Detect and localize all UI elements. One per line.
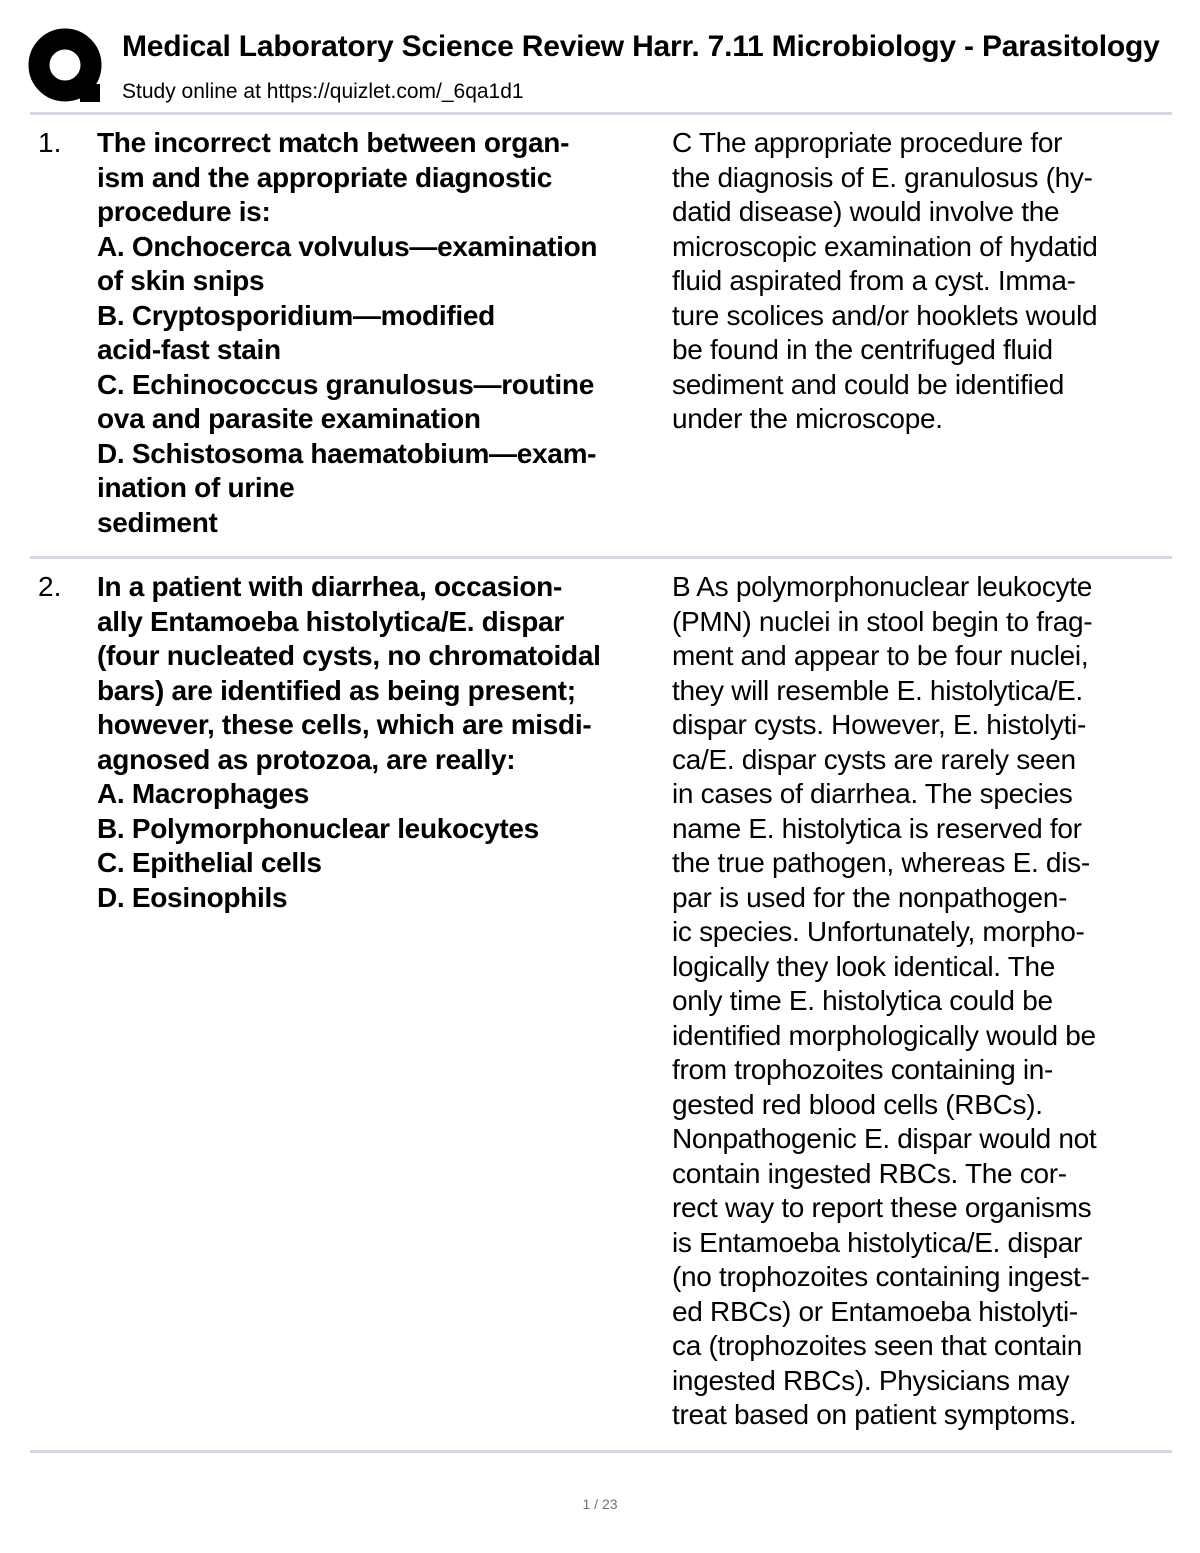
question-line: ism and the appropriate diagnostic <box>97 161 552 193</box>
answer-line: name E. histolytica is reserved for <box>672 812 1082 844</box>
question-line: C. Epithelial cells <box>97 847 322 878</box>
card-question <box>97 126 663 540</box>
answer-line: under the microscope. <box>672 403 943 434</box>
answer-line: ed RBCs) or Entamoeba histolyti- <box>672 1295 1078 1327</box>
question-line: A. Macrophages <box>97 778 310 809</box>
answer-line: the true pathogen, whereas E. dis- <box>672 847 1090 878</box>
question-line: The incorrect match between organ- <box>97 127 570 158</box>
page-header <box>0 0 1200 112</box>
question-line: A. Onchocerca volvulus—examination <box>97 230 598 262</box>
answer-line: ingested RBCs). Physicians may <box>672 1364 1070 1396</box>
answer-line: ca (trophozoites seen that contain <box>672 1330 1083 1361</box>
answer-line: treat based on patient symptoms. <box>672 1399 1077 1430</box>
answer-line: (PMN) nuclei in stool begin to frag- <box>672 605 1093 637</box>
question-line: In a patient with diarrhea, occasion- <box>97 571 562 602</box>
answer-line: is Entamoeba histolytica/E. dispar <box>672 1226 1083 1258</box>
answer-line: only time E. histolytica could be <box>672 985 1053 1016</box>
question-line: ination of urine <box>97 472 295 503</box>
answer-line: they will resemble E. histolytica/E. <box>672 674 1083 706</box>
answer-line: datid disease) would involve the <box>672 196 1060 227</box>
answer-line: ca/E. dispar cysts are rarely seen <box>672 743 1076 775</box>
card-divider <box>30 1450 1172 1453</box>
answer-line: identified morphologically would be <box>672 1019 1096 1051</box>
question-line: (four nucleated cysts, no chromatoidal <box>97 640 601 671</box>
answer-line: C The appropriate procedure for <box>672 127 1063 158</box>
question-line: C. Echinococcus granulosus—routine <box>97 368 594 400</box>
question-line: procedure is: <box>97 196 271 227</box>
answer-line: gested red blood cells (RBCs). <box>672 1088 1043 1120</box>
answer-line: ment and appear to be four nuclei, <box>672 640 1089 671</box>
answer-line: in cases of diarrhea. The species <box>672 778 1073 809</box>
answer-line: the diagnosis of E. granulosus (hy- <box>672 161 1093 193</box>
question-line: however, these cells, which are misdi- <box>97 709 592 740</box>
answer-line: microscopic examination of hydatid <box>672 230 1098 262</box>
card-number: 2. <box>38 571 62 602</box>
quizlet-logo-icon <box>28 28 104 104</box>
question-line: sediment <box>97 506 218 538</box>
card-divider <box>30 556 1172 559</box>
document-title: Medical Laboratory Science Review Harr. 7.11 Microbiology - Parasitology <box>122 30 1160 63</box>
answer-line: contain ingested RBCs. The cor- <box>672 1157 1067 1189</box>
answer-line: fluid aspirated from a cyst. Imma- <box>672 265 1076 296</box>
answer-line: par is used for the nonpathogen- <box>672 881 1068 913</box>
answer-line: sediment and could be identified <box>672 368 1065 400</box>
study-online-link[interactable]: Study online at https://quizlet.com/_6qa1d1 <box>122 80 524 103</box>
question-line: bars) are identified as being present; <box>97 674 576 706</box>
question-line: agnosed as protozoa, are really: <box>97 743 516 775</box>
question-line: B. Polymorphonuclear leukocytes <box>97 812 539 844</box>
answer-line: (no trophozoites containing ingest- <box>672 1261 1090 1292</box>
card-answer <box>672 126 1162 437</box>
answer-line: ture scolices and/or hooklets would <box>672 299 1098 331</box>
answer-line: logically they look identical. The <box>672 950 1056 982</box>
page-number: 1 / 23 <box>582 1496 618 1512</box>
answer-line: B As polymorphonuclear leukocyte <box>672 571 1092 602</box>
question-line: ova and parasite examination <box>97 403 481 434</box>
card-number: 1. <box>38 127 62 158</box>
question-line: of skin snips <box>97 265 265 296</box>
answer-line: be found in the centrifuged fluid <box>672 334 1053 365</box>
answer-line: from trophozoites containing in- <box>672 1054 1054 1085</box>
question-line: ally Entamoeba histolytica/E. dispar <box>97 605 564 637</box>
answer-line: Nonpathogenic E. dispar would not <box>672 1123 1097 1154</box>
header-divider <box>30 112 1172 115</box>
question-line: B. Cryptosporidium—modified <box>97 299 495 331</box>
answer-line: ic species. Unfortunately, morpho- <box>672 916 1085 947</box>
question-line: D. Eosinophils <box>97 881 288 913</box>
question-line: acid-fast stain <box>97 334 281 365</box>
question-line: D. Schistosoma haematobium—exam- <box>97 437 597 469</box>
answer-line: dispar cysts. However, E. histolyti- <box>672 709 1086 740</box>
answer-line: rect way to report these organisms <box>672 1192 1092 1223</box>
card-question <box>97 570 663 915</box>
card-answer <box>672 570 1162 1433</box>
